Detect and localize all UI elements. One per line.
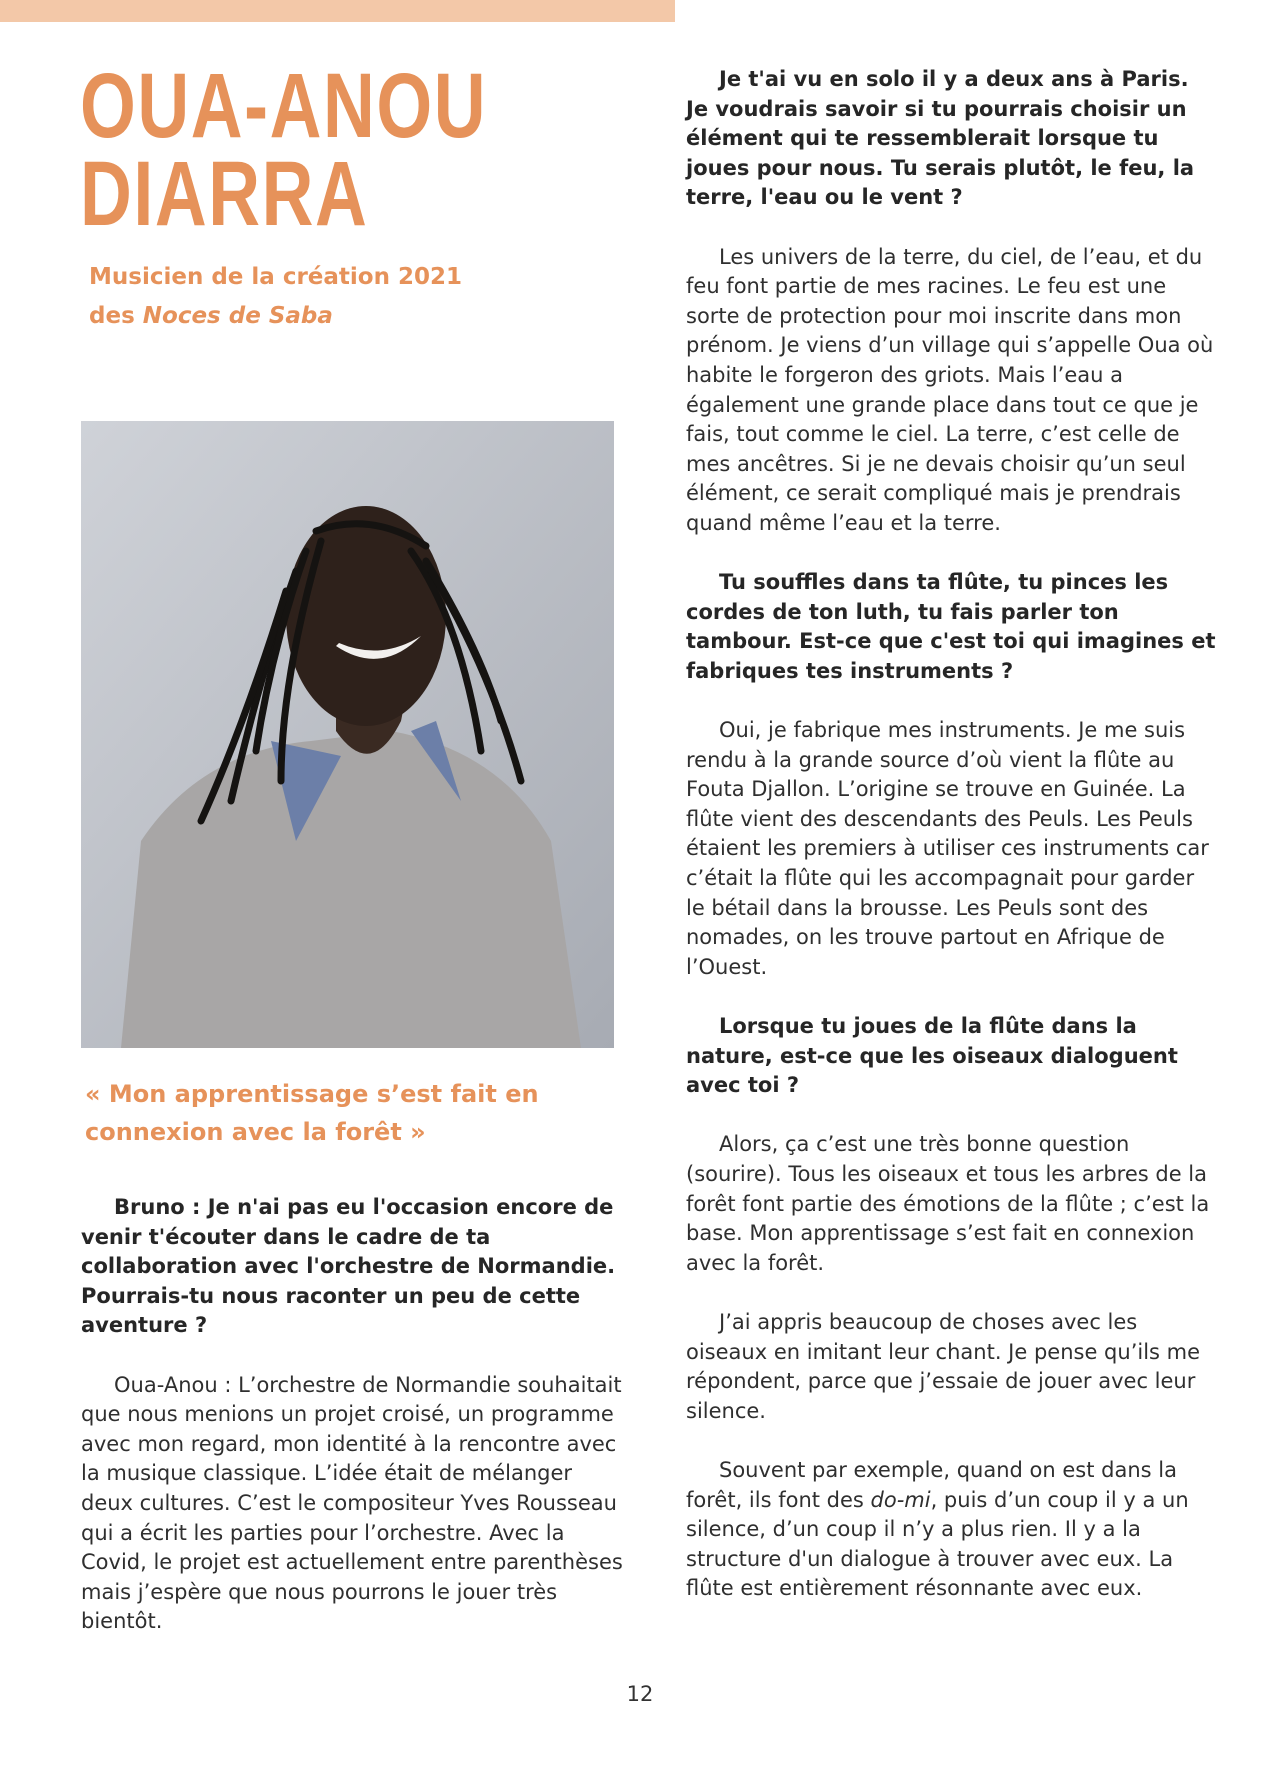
interview-answer [686, 1456, 1216, 1604]
left-column [81, 1193, 626, 1637]
portrait-illustration [81, 421, 614, 1048]
interview-answer: Alors, ça c’est une très bonne question (sourire). Tous les oiseaux et tous les arbres de la forêt font partie des émotions de la flûte ; c’est la base. Mon apprentissage s’est fait en connexion avec la forêt. [686, 1132, 1210, 1275]
interview-answer: Oua-Anou : L’orchestre de Normandie souhaitait que nous menions un projet croisé, un programme avec mon regard, mon identité à la rencontre avec la musique classique. L’idée était de mélanger deux cultures. C’est le compositeur Yves Rousseau qui a écrit les parties pour l’orchestre. Avec la Covid, le projet est actuellement entre parenthèses mais j’espère que nous pourrons le jouer très bientôt. [81, 1372, 623, 1634]
interview-question: Je t'ai vu en solo il y a deux ans à Paris. Je voudrais savoir si tu pourrais choisir un élément qui te ressemblerait lorsque tu joues pour nous. Tu serais plutôt, le feu, la terre, l'eau ou le vent ? [686, 67, 1195, 210]
interview-question: Tu souffles dans ta flûte, tu pinces les cordes de ton luth, tu fais parler ton tambour. Est-ce que c'est toi qui imagines et fabriques tes instruments ? [686, 570, 1216, 683]
interview-question: Bruno : Je n'ai pas eu l'occasion encore de venir t'écouter dans le cadre de ta collaboration avec l'orchestre de Normandie. Pourrais-tu nous raconter un peu de cette aventure ? [81, 1195, 616, 1338]
interview-answer: Oui, je fabrique mes instruments. Je me suis rendu à la grande source d’où vient la flûte au Fouta Djallon. L’origine se trouve en Guinée. La flûte vient des descendants des Peuls. Les Peuls étaient les premiers à utiliser ces instruments car c’était la flûte qui les accompagnait pour garder le bétail dans la brousse. Les Peuls sont des nomades, on les trouve partout en Afrique de l’Ouest. [686, 718, 1209, 979]
answer-text-italic: do-mi [870, 1487, 931, 1512]
answer-text-before: Souvent par exemple, quand on est dans la forêt, ils font des [686, 1457, 1177, 1512]
subtitle-line-1: Musicien de la création 2021 [89, 264, 462, 290]
answer-text-after: , puis d’un coup il y a un silence, d’un coup il n’y a plus rien. Il y a la structure d'un dialogue à trouver avec eux. La flûte est entièrement résonnante avec eux. [686, 1487, 1189, 1601]
title-line-1: OUA-ANOU [80, 55, 488, 157]
page-number: 12 [626, 1682, 654, 1706]
face-shape [286, 506, 446, 726]
right-column [686, 65, 1216, 1604]
subtitle [89, 258, 609, 336]
musician-portrait-photo [81, 421, 614, 1048]
top-accent-bar [0, 0, 675, 22]
title-line-2: DIARRA [80, 143, 369, 245]
page-title [80, 55, 517, 245]
interview-question: Lorsque tu joues de la flûte dans la nature, est-ce que les oiseaux dialoguent avec toi ? [686, 1014, 1178, 1098]
interview-answer: Les univers de la terre, du ciel, de l’eau, et du feu font partie de mes racines. Le feu est une sorte de protection pour moi inscrite dans mon prénom. Je viens d’un village qui s’appelle Oua où habite le forgeron des griots. Mais l’eau a également une grande place dans tout ce que je fais, tout comme le ciel. La terre, c’est celle de mes ancêtres. Si je ne devais choisir qu’un seul élément, ce serait compliqué mais je prendrais quand même l’eau et la terre. [686, 244, 1214, 535]
subtitle-work-title: Noces de Saba [142, 303, 333, 329]
interview-answer: J’ai appris beaucoup de choses avec les oiseaux en imitant leur chant. Je pense qu’ils me répondent, parce que j’essaie de jouer avec leur silence. [686, 1309, 1201, 1423]
subtitle-prefix: des [89, 303, 143, 329]
pull-quote: « Mon apprentissage s’est fait en connexion avec la forêt » [85, 1080, 539, 1146]
